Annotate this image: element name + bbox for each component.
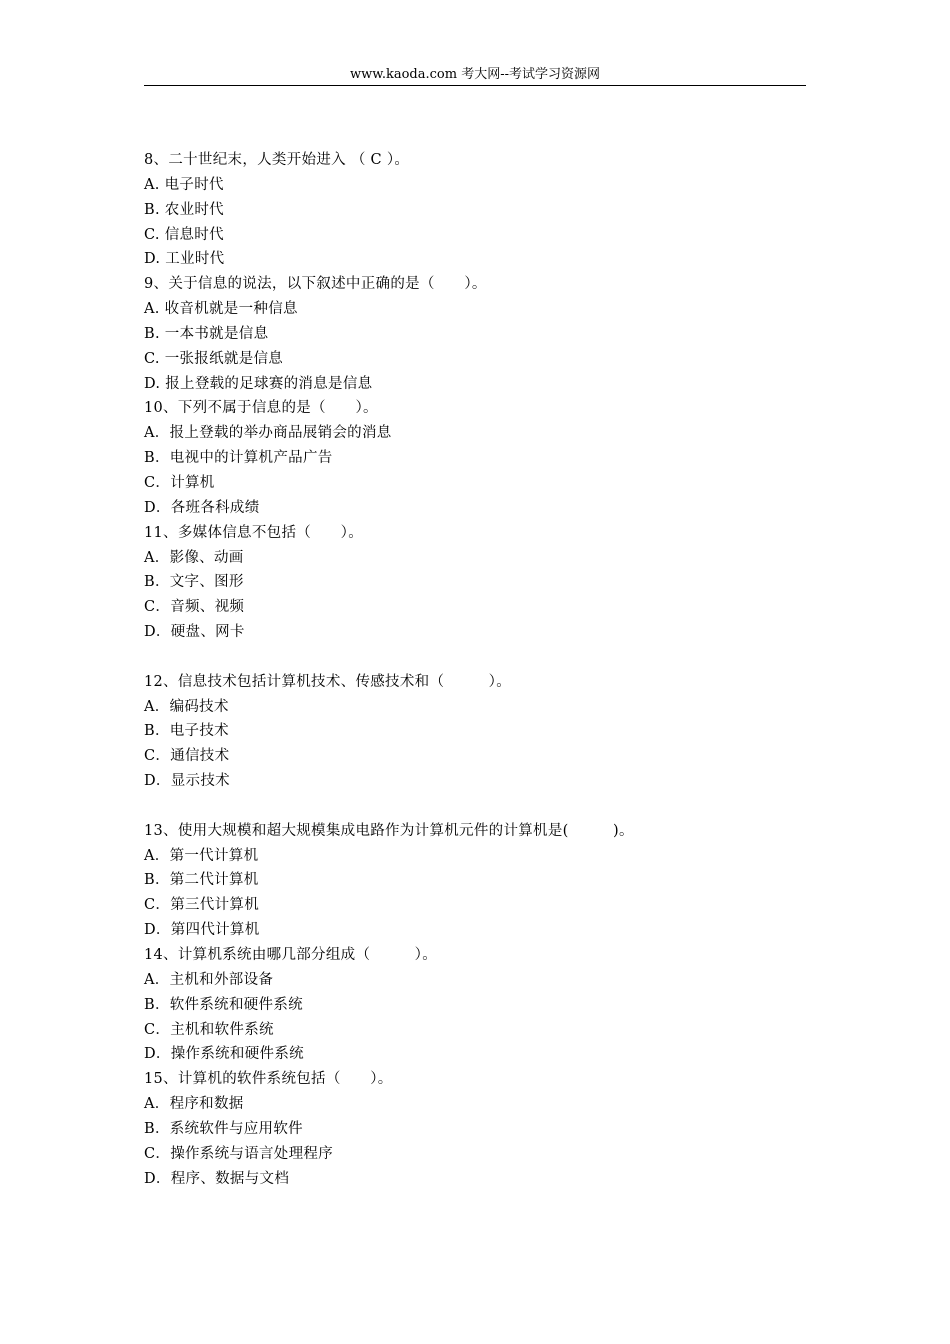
question-11 [144,521,806,645]
question-10 [144,396,806,520]
question-stem: 10、下列不属于信息的是（ ）。 [144,400,378,417]
option-b: B．系统软件与应用软件 [144,1120,303,1137]
question-stem: 9、关于信息的说法，以下叙述中正确的是（ ）。 [144,276,487,293]
option-a: A．影像、动画 [144,549,244,566]
option-c: C. 信息时代 [144,226,224,243]
option-c: C. 一张报纸就是信息 [144,350,284,367]
question-15 [144,1067,806,1191]
option-d: D．程序、数据与文档 [144,1170,290,1187]
option-d: D．各班各科成绩 [144,499,260,516]
question-9 [144,272,806,396]
question-8 [144,148,806,272]
header-rule [144,85,806,86]
blank-line [144,645,806,670]
question-13 [144,819,806,943]
option-d: D．硬盘、网卡 [144,624,245,641]
question-12 [144,670,806,794]
question-stem: 8、二十世纪末，人类开始进入 （ C ）。 [144,152,410,168]
option-c: C．通信技术 [144,748,230,765]
option-a: A．主机和外部设备 [144,971,274,988]
option-b: B．电子技术 [144,723,229,740]
option-a: A．编码技术 [144,698,229,715]
option-b: B．软件系统和硬件系统 [144,996,303,1013]
question-stem: 13、使用大规模和超大规模集成电路作为计算机元件的计算机是( )。 [144,822,634,839]
question-stem: 15、计算机的软件系统包括（ ）。 [144,1071,393,1088]
option-d: D．第四代计算机 [144,922,260,939]
option-b: B．电视中的计算机产品广告 [144,450,333,467]
option-a: A. 收音机就是一种信息 [144,301,298,318]
option-c: C．第三代计算机 [144,897,259,914]
option-d: D. 工业时代 [144,251,225,268]
option-a: A．程序和数据 [144,1096,244,1113]
option-c: C．计算机 [144,474,215,491]
option-b: B. 农业时代 [144,201,224,218]
option-a: A．报上登载的举办商品展销会的消息 [144,425,392,442]
question-stem: 12、信息技术包括计算机技术、传感技术和（ ）。 [144,673,511,690]
option-c: C．音频、视频 [144,599,245,616]
question-14 [144,943,806,1067]
question-list [144,148,806,1191]
option-d: D．操作系统和硬件系统 [144,1046,304,1063]
option-a: A．第一代计算机 [144,847,259,864]
option-b: B．文字、图形 [144,574,244,591]
option-c: C．主机和软件系统 [144,1021,274,1038]
blank-line [144,794,806,819]
option-d: D. 报上登载的足球赛的消息是信息 [144,375,373,392]
question-stem: 14、计算机系统由哪几部分组成（ ）。 [144,947,437,963]
question-stem: 11、多媒体信息不包括（ ）。 [144,524,363,541]
page-header: www.kaoda.com 考大网--考试学习资源网 [350,67,600,82]
option-c: C．操作系统与语言处理程序 [144,1145,333,1162]
option-b: B. 一本书就是信息 [144,325,269,342]
option-a: A. 电子时代 [144,176,224,193]
option-d: D．显示技术 [144,773,230,790]
option-b: B．第二代计算机 [144,872,259,889]
